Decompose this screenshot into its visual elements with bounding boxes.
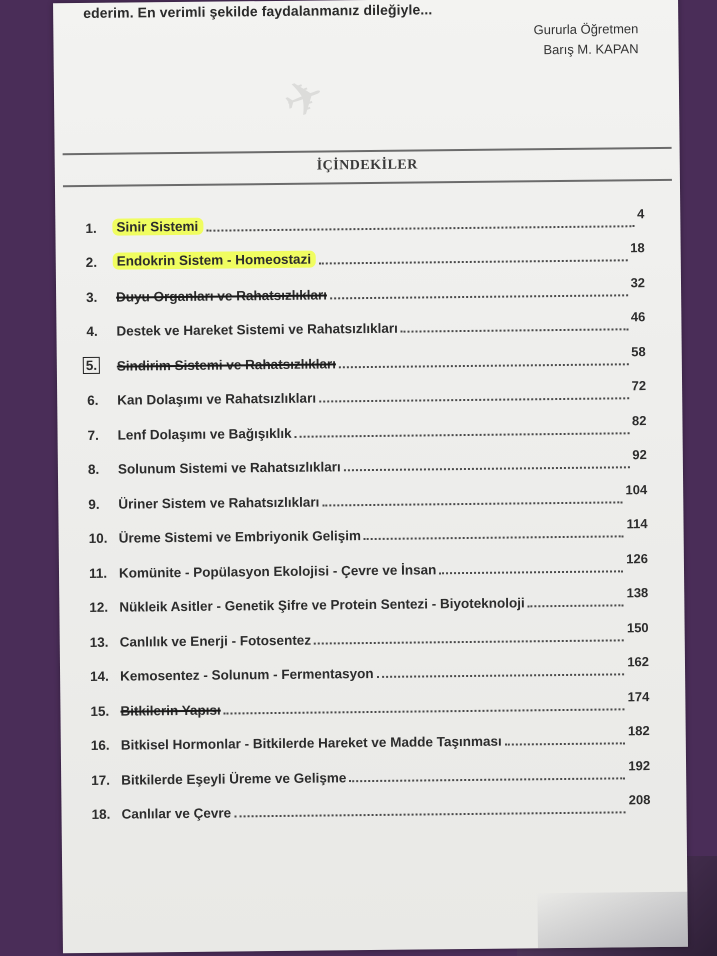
- toc-entry-page: 92: [632, 447, 647, 463]
- toc-entry-14[interactable]: [90, 644, 649, 684]
- toc-entry-title: Canlılık ve Enerji - Fotosentez: [119, 632, 312, 650]
- toc-entry-1[interactable]: [85, 195, 644, 235]
- toc-entry-8[interactable]: [88, 437, 647, 477]
- toc-entry-page: 58: [631, 343, 646, 359]
- toc-entry-title: Lenf Dolaşımı ve Bağışıklık: [117, 425, 292, 443]
- toc-entry-page: 162: [627, 654, 650, 670]
- toc-entry-page: 18: [630, 240, 645, 256]
- toc-entry-title: Bitkisel Hormonlar - Bitkilerde Hareket ve Madde Taşınması: [120, 733, 502, 753]
- toc-leader-dots: [344, 465, 630, 471]
- toc-entry-number: 10.: [88, 530, 108, 546]
- page-shadow: [537, 892, 688, 949]
- toc-entry-page: 4: [636, 205, 645, 221]
- toc-entry-number: 13.: [89, 634, 109, 650]
- toc-entry-title: Duyu Organları ve Rahatsızlıkları: [116, 286, 328, 305]
- toc-entry-title: Destek ve Hareket Sistemi ve Rahatsızlıkları: [116, 320, 398, 339]
- toc-entry-number: 1.: [85, 220, 97, 236]
- toc-leader-dots: [349, 776, 625, 782]
- toc-entry-title: Nükleik Asitler - Genetik Şifre ve Protein Sentezi - Biyoteknoloji: [119, 595, 525, 615]
- toc-list: [85, 195, 650, 822]
- toc-entry-15[interactable]: [90, 678, 649, 718]
- toc-entry-9[interactable]: [88, 471, 647, 511]
- toc-entry-page: 104: [625, 481, 648, 497]
- toc-leader-dots: [528, 603, 624, 607]
- signature: [533, 19, 638, 60]
- toc-entry-12[interactable]: [89, 575, 648, 615]
- boxed-number: 5.: [83, 356, 100, 373]
- signature-line-1: Gururla Öğretmen: [533, 21, 639, 38]
- toc-entry-10[interactable]: [88, 506, 647, 546]
- toc-entry-title: Solunum Sistemi ve Rahatsızlıkları: [117, 459, 341, 477]
- toc-title-rule: [63, 179, 672, 187]
- toc-entry-11[interactable]: [89, 540, 648, 580]
- toc-leader-dots: [234, 810, 626, 817]
- toc-entry-page: 208: [628, 792, 651, 808]
- toc-entry-number: 15.: [90, 703, 110, 719]
- toc-leader-dots: [322, 500, 622, 506]
- toc-entry-17[interactable]: [91, 747, 650, 787]
- toc-entry-title: Bitkilerde Eşeyli Üreme ve Gelişme: [121, 769, 347, 788]
- toc-entry-number: [87, 356, 117, 373]
- toc-entry-number: 14.: [90, 668, 109, 684]
- toc-entry-number: 7.: [87, 427, 99, 443]
- toc-title: İÇİNDEKİLER: [316, 157, 418, 174]
- toc-entry-2[interactable]: [85, 230, 644, 270]
- toc-leader-dots: [364, 534, 624, 540]
- toc-entry-page: 150: [626, 619, 649, 635]
- toc-leader-dots: [505, 741, 625, 745]
- toc-entry-page: 32: [630, 274, 646, 290]
- intro-text: ederim. En verimli şekilde faydalanmanız dileğiyle...: [83, 1, 433, 21]
- toc-top-rule: [63, 147, 672, 155]
- toc-entry-7[interactable]: [87, 402, 646, 442]
- toc-leader-dots: [401, 327, 628, 332]
- toc-leader-dots: [330, 293, 628, 299]
- toc-leader-dots: [314, 638, 624, 644]
- signature-line-2: Barış M. KAPAN: [543, 41, 639, 58]
- toc-leader-dots: [377, 672, 625, 678]
- toc-entry-number: 18.: [91, 806, 111, 822]
- toc-entry-number: 8.: [87, 461, 100, 477]
- toc-entry-number: 3.: [86, 289, 98, 305]
- toc-leader-dots: [319, 258, 627, 264]
- toc-entry-page: 126: [626, 550, 648, 566]
- toc-entry-number: 6.: [87, 392, 99, 408]
- toc-entry-title: Üreme Sistemi ve Embriyonik Gelişim: [118, 528, 362, 546]
- toc-leader-dots: [319, 396, 629, 402]
- toc-entry-5[interactable]: [87, 333, 646, 373]
- toc-entry-title: Üriner Sistem ve Rahatsızlıkları: [118, 494, 320, 512]
- toc-entry-page: 82: [631, 412, 647, 428]
- toc-entry-18[interactable]: [91, 782, 650, 822]
- toc-entry-3[interactable]: [86, 264, 645, 304]
- toc-entry-16[interactable]: [91, 713, 650, 753]
- toc-entry-title: Kan Dolaşımı ve Rahatsızlıkları: [117, 390, 317, 408]
- toc-leader-dots: [439, 569, 623, 574]
- toc-entry-number: 16.: [90, 737, 110, 753]
- toc-entry-page: 46: [630, 309, 646, 325]
- toc-entry-13[interactable]: [89, 609, 648, 649]
- toc-entry-page: 138: [626, 585, 649, 601]
- toc-entry-number: 11.: [88, 565, 108, 581]
- toc-entry-title: Sindirim Sistemi ve Rahatsızlıkları: [116, 355, 337, 374]
- toc-entry-4[interactable]: [86, 299, 645, 339]
- toc-entry-title: Komünite - Popülasyon Ekolojisi - Çevre ve İnsan: [118, 561, 437, 581]
- toc-entry-number: 4.: [86, 323, 98, 339]
- toc-entry-number: 9.: [88, 496, 100, 512]
- toc-leader-dots: [339, 362, 628, 368]
- toc-entry-6[interactable]: [87, 368, 646, 408]
- book-page: [53, 0, 688, 953]
- toc-entry-title: Endokrin Sistem - Homeostazi: [113, 251, 316, 270]
- toc-entry-page: 174: [627, 688, 650, 704]
- toc-entry-number: 2.: [85, 254, 98, 270]
- toc-entry-title: Sinir Sistemi: [112, 217, 203, 235]
- toc-entry-title: Canlılar ve Çevre: [121, 805, 232, 822]
- toc-entry-number: 12.: [89, 599, 109, 615]
- toc-entry-number: 17.: [91, 772, 111, 788]
- toc-entry-page: 192: [628, 757, 651, 773]
- toc-entry-page: 72: [631, 378, 647, 394]
- toc-entry-title: Bitkilerin Yapısı: [120, 702, 221, 719]
- toc-entry-page: 114: [626, 516, 648, 532]
- toc-entry-page: 182: [627, 723, 650, 739]
- toc-entry-title: Kemosentez - Solunum - Fermentasyon: [120, 665, 374, 684]
- airplane-icon: ✈: [276, 67, 333, 132]
